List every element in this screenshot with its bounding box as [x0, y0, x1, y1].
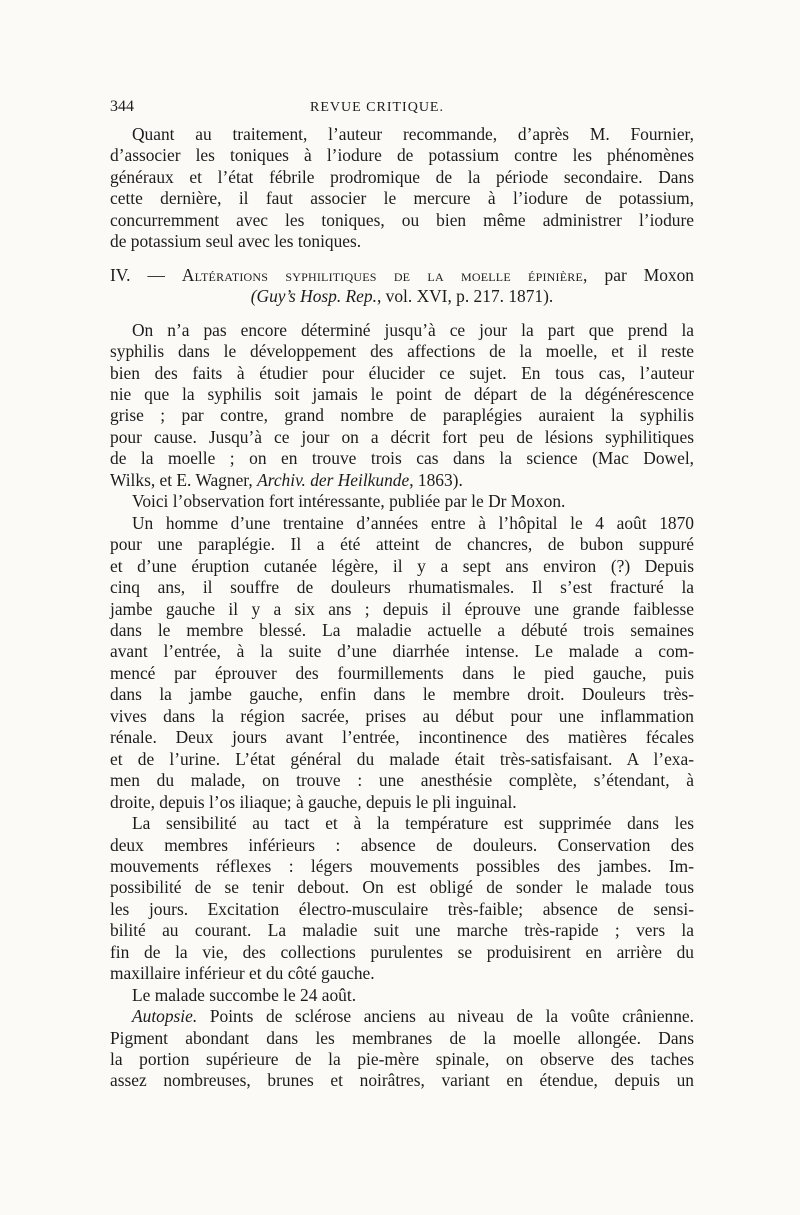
text-line: et d’une éruption cutanée légère, il y a sept ans environ (?) Depuis [110, 555, 694, 576]
text-line: Un homme d’une trentaine d’années entre à l’hôpital le 4 août 1870 [132, 512, 694, 533]
text-line: généraux et l’état fébrile prodromique de la période secondaire. Dans [110, 166, 694, 187]
text-line: jambe gauche il y a six ans ; depuis il éprouve une grande faiblesse [110, 598, 694, 619]
section-heading [110, 265, 694, 308]
section-number: IV. — [110, 264, 182, 285]
text-line: la portion supérieure de la pie-mère spinale, on observe des taches [110, 1049, 694, 1070]
paragraph-6 [110, 1006, 694, 1092]
paragraph-4 [110, 813, 694, 985]
section-title: Altérations syphilitiques de la moelle épinière, [181, 264, 588, 285]
paragraph-1 [110, 320, 694, 492]
text-line: deux membres inférieurs : absence de douleurs. Conservation des [110, 834, 694, 855]
text-line: les jours. Excitation électro-musculaire très-faible; absence de sensi- [110, 898, 694, 919]
text-line: Pigment abondant dans les membranes de la moelle allongée. Dans [110, 1027, 694, 1048]
text-line: concurremment avec les toniques, ou bien même administrer l’iodure [110, 209, 694, 230]
text-line: pour cause. Jusqu’à ce jour on a décrit fort peu de lésions syphilitiques [110, 426, 694, 447]
text-line: de potassium seul avec les toniques. [110, 231, 362, 252]
text-line: bien des faits à étudier pour élucider ce sujet. En tous cas, l’auteur [110, 362, 694, 383]
text-line: bilité au courant. La maladie suit une marche très-rapide ; vers la [110, 920, 694, 941]
text-line: fin de la vie, des collections purulentes se produisirent en arrière du [110, 941, 694, 962]
paragraph-5: Le malade succombe le 24 août. [132, 984, 357, 1005]
text-line: mencé par éprouver des fourmillements dans le pied gauche, puis [110, 662, 694, 683]
text-line: dans le membre blessé. La maladie actuelle a débuté trois semaines [110, 619, 694, 640]
section-author: par Moxon [587, 264, 694, 285]
text-line: droite, depuis l’os iliaque; à gauche, depuis le pli inguinal. [110, 791, 517, 812]
text-line: dans la jambe gauche, enfin dans le membre droit. Douleurs très- [110, 684, 694, 705]
text-line: mouvements réflexes : légers mouvements possibles des jambes. Im- [110, 855, 694, 876]
text-line: La sensibilité au tact et à la température est supprimée dans les [132, 813, 694, 834]
text-line: Autopsie. Points de sclérose anciens au niveau de la voûte crânienne. [132, 1006, 694, 1027]
text-line: pour une paraplégie. Il a été atteint de chancres, de bubon suppuré [110, 534, 694, 555]
text-line: Wilks, et E. Wagner, Archiv. der Heilkunde, 1863). [110, 469, 463, 490]
text-line: Quant au traitement, l’auteur recommande, d’après M. Fournier, [132, 124, 694, 144]
text-line: syphilis dans le développement des affections de la moelle, et il reste [110, 341, 694, 362]
page [110, 96, 694, 1092]
autopsie-label: Autopsie. [132, 1006, 198, 1027]
text-line: de la moelle ; on en trouve trois cas dans la science (Mac Dowel, [110, 448, 694, 469]
text-line: grise ; par contre, grand nombre de paraplégies auraient la syphilis [110, 405, 694, 426]
text-line: On n’a pas encore déterminé jusqu’à ce jour la part que prend la [132, 319, 694, 340]
text-line: nie que la syphilis soit jamais le point de départ de la dégénérescence [110, 383, 694, 404]
intro-paragraph [110, 124, 694, 253]
text-line: avant l’entrée, à la suite d’une diarrhée intense. Le malade a com- [110, 641, 694, 662]
section-reference-details: , vol. XVI, p. 217. 1871). [376, 286, 554, 307]
text-line: vives dans la région sacrée, prises au début pour une inflammation [110, 705, 694, 726]
text-line: et de l’urine. L’état général du malade était très-satisfaisant. A l’exa- [110, 748, 694, 769]
running-title: REVUE CRITIQUE. [310, 100, 444, 115]
text-line: possibilité de se tenir debout. On est obligé de sonder le malade tous [110, 877, 694, 898]
text-line: cette dernière, il faut associer le mercure à l’iodure de potassium, [110, 188, 694, 209]
text-line: men du malade, on trouve : une anesthésie complète, s’étendant, à [110, 770, 694, 791]
paragraph-2: Voici l’observation fort intéressante, publiée par le Dr Moxon. [132, 491, 566, 512]
section-reference-journal: (Guy’s Hosp. Rep. [250, 286, 377, 307]
running-header [110, 96, 694, 124]
text-line: assez nombreuses, brunes et noirâtres, variant en étendue, depuis un [110, 1070, 694, 1091]
text-line: d’associer les toniques à l’iodure de potassium contre les phénomènes [110, 145, 694, 166]
text-line: maxillaire inférieur et du côté gauche. [110, 963, 375, 984]
citation-italic: Archiv. der Heilkunde [257, 469, 410, 490]
paragraph-3 [110, 513, 694, 813]
text-line: cinq ans, il souffre de douleurs rhumatismales. Il s’est fracturé la [110, 577, 694, 598]
page-number: 344 [110, 98, 134, 115]
text-line: rénale. Deux jours avant l’entrée, incontinence des matières fécales [110, 727, 694, 748]
